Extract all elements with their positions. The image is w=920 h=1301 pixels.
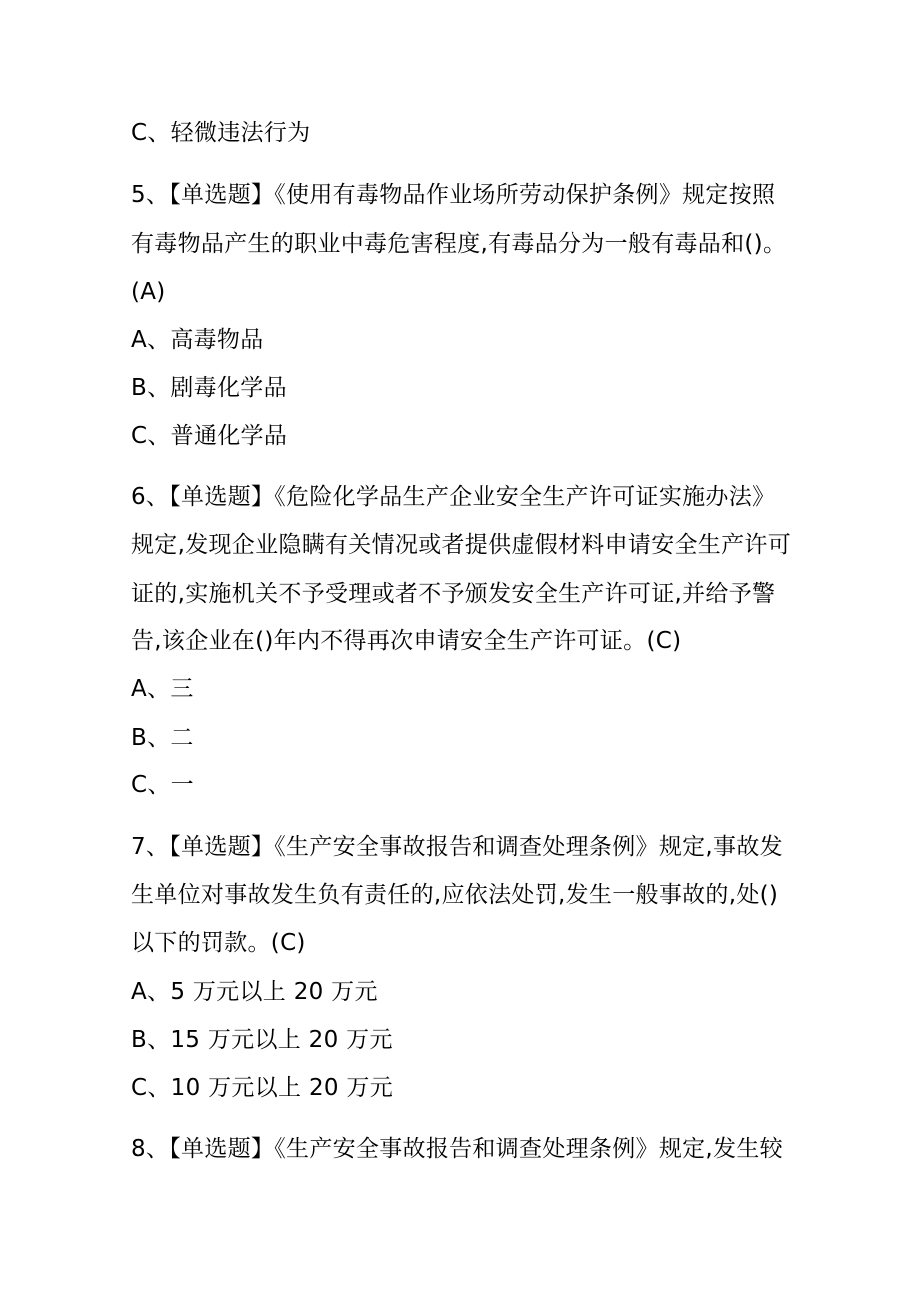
q5-option-a: A、高毒物品 [131,327,264,353]
q6-option-b: B、二 [131,725,194,751]
q8-stem-line-1: 8、【单选题】《生产安全事故报告和调查处理条例》规定,发生较 [131,1136,783,1162]
q4-option-c: C、轻微违法行为 [131,120,311,146]
q7-stem-line-3: 以下的罚款。(C) [131,930,306,956]
q5-stem-line-1: 5、【单选题】《使用有毒物品作业场所劳动保护条例》规定按照 [131,182,776,208]
q7-stem-line-2: 生单位对事故发生负有责任的,应依法处罚,发生一般事故的,处() [131,882,779,908]
q7-stem-line-1: 7、【单选题】《生产安全事故报告和调查处理条例》规定,事故发 [131,834,783,860]
q5-answer: (A) [131,279,166,305]
q6-stem-line-4: 告,该企业在()年内不得再次申请安全生产许可证。(C) [131,628,682,654]
q6-option-a: A、三 [131,676,194,702]
q6-option-c: C、一 [131,772,194,798]
q6-stem-line-1: 6、【单选题】《危险化学品生产企业安全生产许可证实施办法》 [131,484,776,510]
q7-option-a: A、5 万元以上 20 万元 [131,979,378,1005]
q5-option-c: C、普通化学品 [131,423,288,449]
q7-option-c: C、10 万元以上 20 万元 [131,1075,394,1101]
q6-stem-line-2: 规定,发现企业隐瞒有关情况或者提供虚假材料申请安全生产许可 [131,532,792,558]
q7-option-b: B、15 万元以上 20 万元 [131,1027,393,1053]
q6-stem-line-3: 证的,实施机关不予受理或者不予颁发安全生产许可证,并给予警 [131,581,776,607]
q5-stem-line-2: 有毒物品产生的职业中毒危害程度,有毒品分为一般有毒品和()。 [131,231,787,257]
q5-option-b: B、剧毒化学品 [131,375,287,401]
